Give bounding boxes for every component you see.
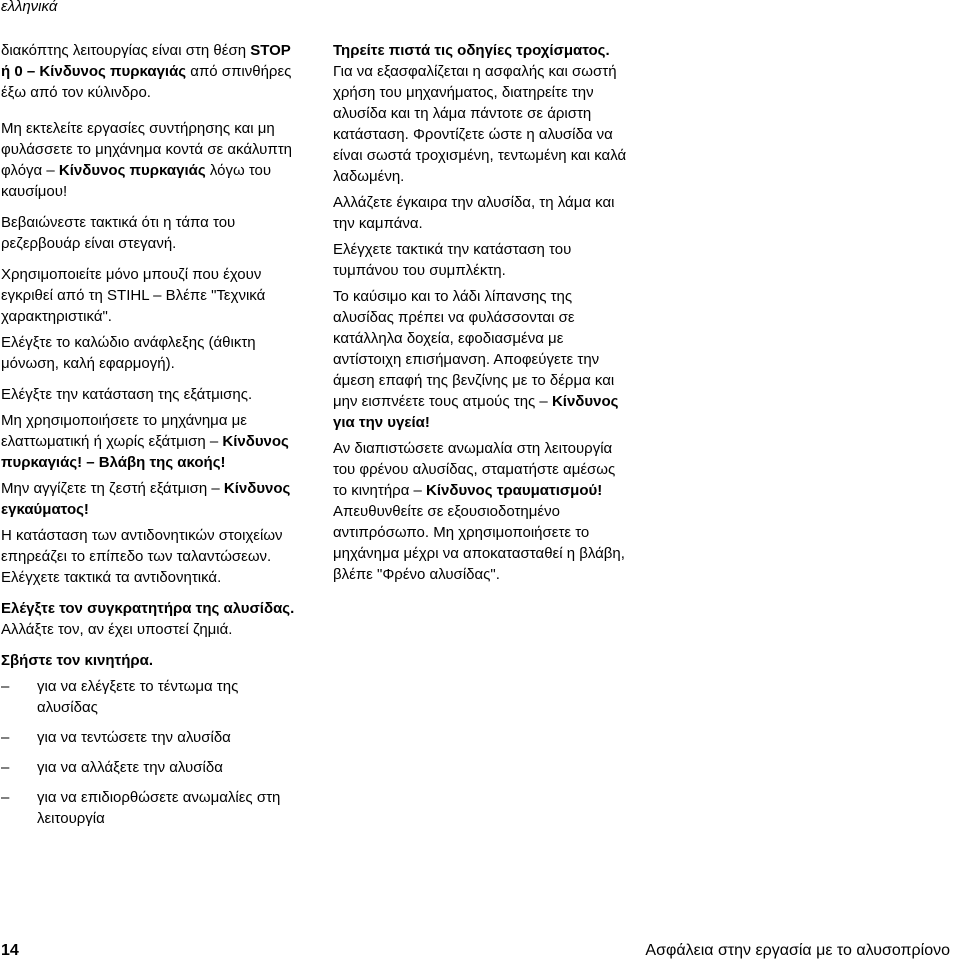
stop-engine-list [1, 676, 301, 829]
paragraph-av-elements: Η κατάσταση των αντιδονητικών στοιχείων επηρεάζει το επίπεδο των ταλαντώσεων. Ελέγχετε τακτικά τα αντιδονητικά. [1, 527, 283, 586]
paragraph-hot-muffler: Μην αγγίζετε τη ζεστή εξάτμιση – Κίνδυνος εγκαύματος! [1, 480, 291, 518]
paragraph-ignition-lead: Ελέγξτε το καλώδιο ανάφλεξης (άθικτη μόνωση, καλή εφαρμογή). [1, 334, 256, 372]
paragraph-stop-switch: διακόπτης λειτουργίας είναι στη θέση STOP ή 0 – Κίνδυνος πυρκαγιάς από σπινθήρες έξω από τον κύλινδρο. [1, 42, 292, 101]
paragraph-open-flame: Μη εκτελείτε εργασίες συντήρησης και μη φυλάσσετε το μηχάνημα κοντά σε ακάλυπτη φλόγα – Κίνδυνος πυρκαγιάς λόγω του καυσίμου! [1, 120, 292, 200]
paragraph-chain-catcher: Ελέγξτε τον συγκρατητήρα της αλυσίδας. Αλλάξτε τον, αν έχει υποστεί ζημιά. [1, 600, 295, 638]
paragraph-faulty-muffler: Μη χρησιμοποιήσετε το μηχάνημα με ελαττωματική ή χωρίς εξάτμιση – Κίνδυνος πυρκαγιάς! – Βλάβη της ακοής! [1, 412, 289, 471]
left-column [1, 40, 301, 838]
paragraph-muffler-condition: Ελέγξτε την κατάσταση της εξάτμισης. [1, 386, 253, 403]
section-title: Ασφάλεια στην εργασία με το αλυσοπρίονο [645, 942, 950, 959]
paragraph-fuel-storage: Το καύσιμο και το λάδι λίπανσης της αλυσίδας πρέπει να φυλάσσονται σε κατάλληλα δοχεία, εφοδιασμένα με αντίστοιχη επισήμανση. Αποφεύγετε την άμεση επαφή της βενζίνης με το δέρμα και μην εισπνέετε τους ατμούς της – Κίνδυνος για την υγεία! [333, 288, 619, 431]
paragraph-replace-chain: Αλλάζετε έγκαιρα την αλυσίδα, τη λάμα και την καμπάνα. [333, 194, 615, 232]
paragraph-clutch-drum: Ελέγχετε τακτικά την κατάσταση του τυμπάνου του συμπλέκτη. [333, 241, 572, 279]
language-label: ελληνικά [1, 0, 58, 15]
paragraph-chain-brake: Αν διαπιστώσετε ανωμαλία στη λειτουργία του φρένου αλυσίδας, σταματήστε αμέσως το κινητήρα – Κίνδυνος τραυματισμού! Απευθυνθείτε σε εξουσιοδοτημένο αντιπρόσωπο. Μη χρησιμοποιήσετε το μηχάνημα μέχρι να αποκατασταθεί η βλάβη, βλέπε "Φρένο αλυσίδας". [333, 440, 625, 583]
right-column [333, 40, 633, 590]
page-footer [1, 940, 950, 962]
list-item: – για να ελέγξετε το τέντωμα της αλυσίδας [1, 678, 239, 716]
paragraph-sharpening: Τηρείτε πιστά τις οδηγίες τροχίσματος. Για να εξασφαλίζεται η ασφαλής και σωστή χρήση του μηχανήματος, διατηρείτε την αλυσίδα και τη λάμα πάντοτε σε άριστη κατάσταση. Φροντίζετε ώστε η αλυσίδα να είναι σωστά τροχισμένη, τεντωμένη και καλά λαδωμένη. [333, 42, 627, 185]
list-item: – για να επιδιορθώσετε ανωμαλίες στη λειτουργία [1, 789, 281, 827]
stop-engine-heading: Σβήστε τον κινητήρα. [1, 652, 154, 669]
paragraph-tank-cap: Βεβαιώνεστε τακτικά ότι η τάπα του ρεζερβουάρ είναι στεγανή. [1, 214, 236, 252]
paragraph-spark-plugs: Χρησιμοποιείτε μόνο μπουζί που έχουν εγκριθεί από τη STIHL – Βλέπε "Τεχνικά χαρακτηριστικά". [1, 266, 266, 325]
list-item: – για να αλλάξετε την αλυσίδα [1, 759, 223, 776]
page-number: 14 [1, 942, 19, 959]
list-item: – για να τεντώσετε την αλυσίδα [1, 729, 231, 746]
